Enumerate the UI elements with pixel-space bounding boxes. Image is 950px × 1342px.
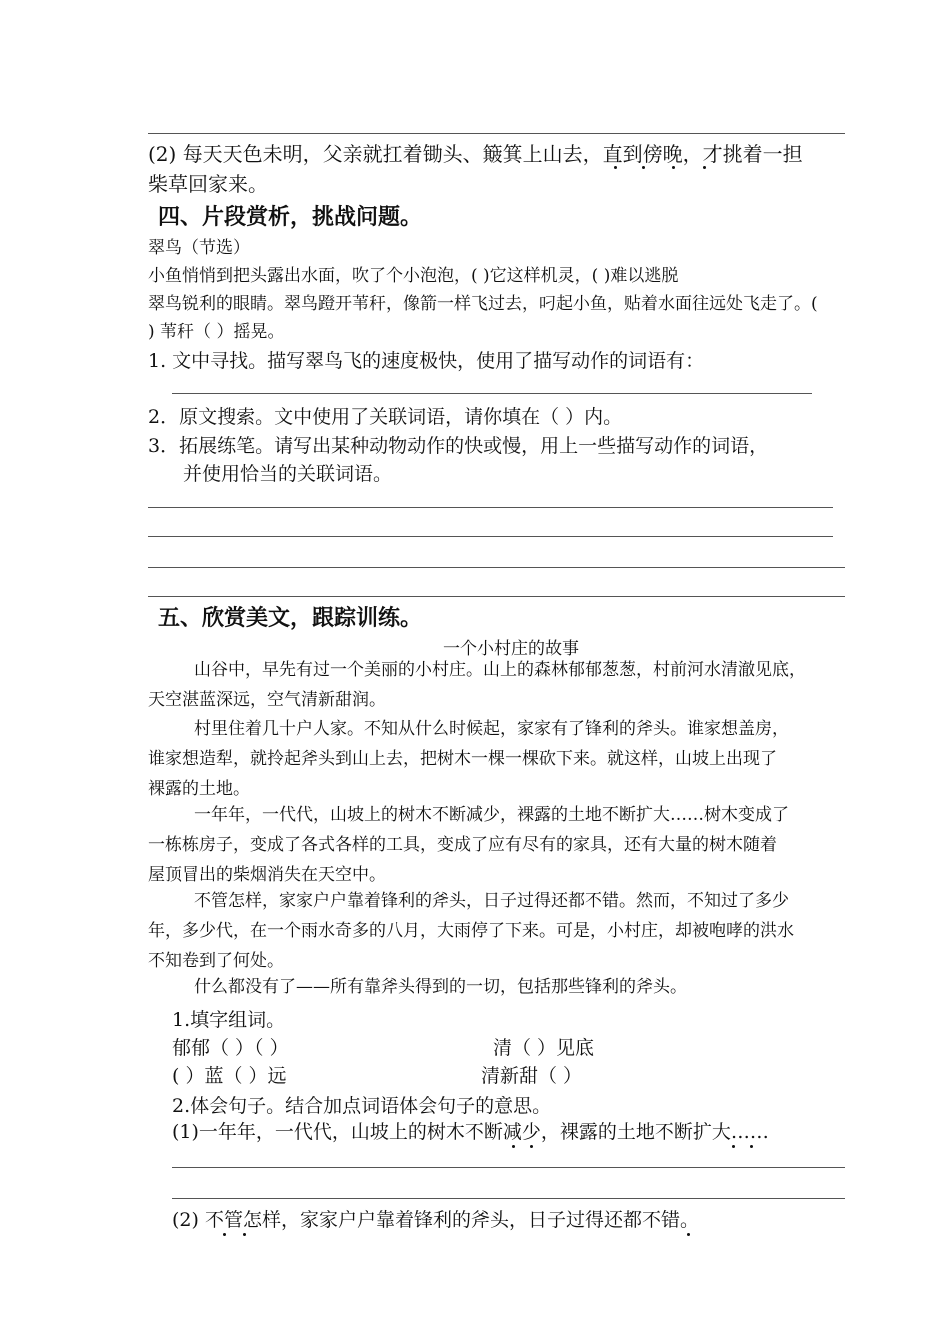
question-3: 并使用恰当的关联词语。 <box>183 463 393 485</box>
paragraph-line: 不知卷到了何处。 <box>148 951 284 971</box>
section-heading: 五、欣赏美文，跟踪训练。 <box>158 606 423 631</box>
paragraph-line: 屋顶冒出的柴烟消失在天空中。 <box>148 865 386 885</box>
paragraph-line: 山谷中，早先有过一个美丽的小村庄。山上的森林郁郁葱葱，村前河水清澈见底， <box>194 660 806 680</box>
emphasis-dot <box>512 1145 515 1148</box>
question-2: 2.体会句子。结合加点词语体会句子的意思。 <box>172 1095 552 1117</box>
paragraph-line: 天空湛蓝深远，空气清新甜润。 <box>148 690 386 710</box>
paragraph-line: 村里住着几十户人家。不知从什么时候起，家家有了锋利的斧头。谁家想盖房， <box>194 719 789 739</box>
paragraph-line: 不管怎样，家家户户靠着锋利的斧头，日子过得还都不错。然而，不知过了多少 <box>194 891 789 911</box>
sentence-item: (2) 不管怎样，家家户户靠着锋利的斧头，日子过得还都不错。 <box>172 1209 699 1231</box>
answer-line <box>148 567 845 568</box>
passage-line: ) 苇秆（ ）摇晃。 <box>148 322 285 342</box>
article-paragraph <box>148 655 852 715</box>
emphasis-dot <box>642 166 645 169</box>
section-heading: 四、片段赏析，挑战问题。 <box>158 205 423 230</box>
answer-line <box>172 393 812 394</box>
paragraph-line: 裸露的土地。 <box>148 779 250 799</box>
fill-word-item: 清（ ）见底 <box>493 1037 595 1059</box>
answer-line <box>172 1167 845 1168</box>
passage-title: 翠鸟（节选） <box>148 238 250 258</box>
article-title: 一个小村庄的故事 <box>443 639 579 659</box>
question-3: 3．拓展练笔。请写出某种动物动作的快或慢，用上一些描写动作的词语， <box>148 435 769 457</box>
emphasis-dot <box>672 166 675 169</box>
question-2: 2．原文搜索。文中使用了关联词语，请你填在（ ）内。 <box>148 406 623 428</box>
answer-line <box>172 1198 845 1199</box>
emphasis-dot <box>687 1233 690 1236</box>
paragraph-line: 一年年，一代代，山坡上的树木不断减少，裸露的土地不断扩大……树木变成了 <box>194 805 789 825</box>
emphasis-dot <box>614 166 617 169</box>
passage-line: 翠鸟锐利的眼睛。翠鸟蹬开苇秆，像箭一样飞过去，叼起小鱼，贴着水面往远处飞走了。( <box>148 294 818 314</box>
answer-line <box>148 596 845 597</box>
fill-word-item: ( ）蓝（ ）远 <box>172 1065 287 1087</box>
question-1: 1.填字组词。 <box>172 1009 286 1031</box>
emphasis-dot <box>530 1145 533 1148</box>
emphasis-dot <box>243 1233 246 1236</box>
article-paragraph <box>172 972 852 1002</box>
article-paragraph <box>148 800 852 890</box>
paragraph-line: 一栋栋房子，变成了各式各样的工具，变成了应有尽有的家具，还有大量的树木随着 <box>148 835 777 855</box>
paragraph-line: 年，多少代，在一个雨水奇多的八月，大雨停了下来。可是，小村庄，却被咆哮的洪水 <box>148 921 794 941</box>
emphasis-dot <box>750 1145 753 1148</box>
question-text: 柴草回家来。 <box>148 172 268 196</box>
passage-line: 小鱼悄悄到把头露出水面，吹了个小泡泡，( )它这样机灵，( )难以逃脱 <box>148 266 679 286</box>
fill-word-item: 郁郁（ ）（ ） <box>172 1037 289 1059</box>
emphasis-dot <box>703 166 706 169</box>
emphasis-dot <box>223 1233 226 1236</box>
paragraph-line: 什么都没有了——所有靠斧头得到的一切，包括那些锋利的斧头。 <box>194 977 687 997</box>
fill-word-item: 清新甜（ ） <box>481 1065 583 1087</box>
sentence-item: (1)一年年，一代代，山坡上的树木不断减少，裸露的土地不断扩大…… <box>172 1121 769 1143</box>
answer-line <box>148 507 833 508</box>
article-paragraph <box>148 886 852 976</box>
article-paragraph <box>148 714 852 804</box>
answer-line <box>148 133 845 134</box>
paragraph-line: 谁家想造犁，就拎起斧头到山上去，把树木一棵一棵砍下来。就这样，山坡上出现了 <box>148 749 777 769</box>
answer-line <box>148 536 833 537</box>
emphasis-dot <box>732 1145 735 1148</box>
question-1: 1. 文中寻找。描写翠鸟飞的速度极快，使用了描写动作的词语有： <box>148 350 705 372</box>
question-text: (2) 每天天色未明，父亲就扛着锄头、簸箕上山去，直到傍晚，才挑着一担 <box>148 142 803 166</box>
